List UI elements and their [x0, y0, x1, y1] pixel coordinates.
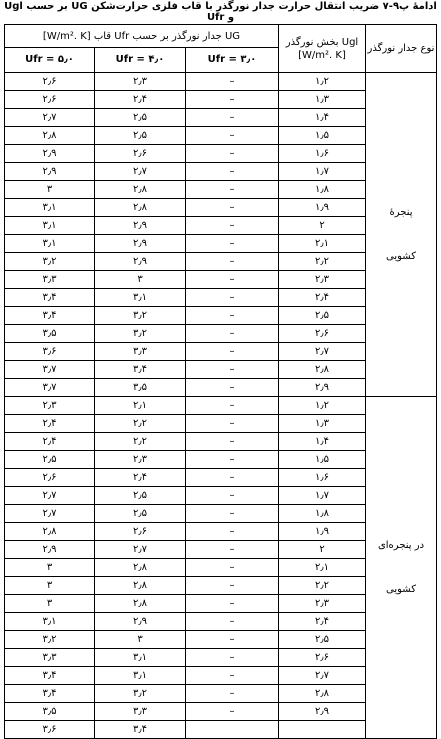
- cell-u3: –: [186, 505, 279, 523]
- cell-u4: ۲٫۸: [95, 559, 186, 577]
- cell-ugl: ۲٫۸: [279, 361, 366, 379]
- cell-u3: –: [186, 667, 279, 685]
- cell-u5: ۳: [5, 595, 95, 613]
- cell-u5: ۲٫۹: [5, 145, 95, 163]
- cell-u5: ۳٫۱: [5, 613, 95, 631]
- cell-u5: ۳٫۱: [5, 199, 95, 217]
- cell-u4: ۲٫۹: [95, 613, 186, 631]
- cell-ugl: ۲٫۹: [279, 703, 366, 721]
- cell-u4: ۳٫۴: [95, 721, 186, 739]
- cell-u5: ۲٫۶: [5, 73, 95, 91]
- cell-u4: ۳٫۱: [95, 289, 186, 307]
- glazing-type-label: در پنجره‌ای: [377, 539, 425, 551]
- cell-u5: ۲٫۷: [5, 487, 95, 505]
- cell-u3: –: [186, 595, 279, 613]
- cell-u3: –: [186, 271, 279, 289]
- cell-u5: ۳٫۳: [5, 649, 95, 667]
- cell-u3: –: [186, 559, 279, 577]
- cell-u5: ۳٫۵: [5, 325, 95, 343]
- cell-u3: –: [186, 307, 279, 325]
- cell-u4: ۳٫۲: [95, 307, 186, 325]
- cell-u4: ۲٫۶: [95, 523, 186, 541]
- cell-u4: ۲٫۵: [95, 505, 186, 523]
- cell-u5: ۳٫۲: [5, 253, 95, 271]
- cell-ugl: ۲٫۸: [279, 685, 366, 703]
- cell-u4: ۳٫۱: [95, 667, 186, 685]
- glazing-type-cell: [366, 397, 437, 739]
- cell-u3: –: [186, 451, 279, 469]
- cell-u3: –: [186, 523, 279, 541]
- cell-u3: –: [186, 685, 279, 703]
- cell-u4: ۳٫۴: [95, 361, 186, 379]
- cell-u5: ۳٫۵: [5, 703, 95, 721]
- uvalue-table: [4, 24, 437, 739]
- cell-u5: ۲٫۴: [5, 433, 95, 451]
- cell-u3: –: [186, 703, 279, 721]
- cell-u3: –: [186, 361, 279, 379]
- cell-ugl: ۱٫۹: [279, 523, 366, 541]
- cell-u4: ۳٫۳: [95, 703, 186, 721]
- cell-u5: ۳٫۱: [5, 217, 95, 235]
- cell-u5: ۲٫۳: [5, 397, 95, 415]
- cell-u5: ۳٫۴: [5, 307, 95, 325]
- cell-ugl: ۲٫۴: [279, 289, 366, 307]
- cell-u4: ۲٫۳: [95, 73, 186, 91]
- cell-u5: ۲٫۸: [5, 523, 95, 541]
- cell-u3: –: [186, 649, 279, 667]
- glazing-type-label: کشویی: [386, 250, 416, 262]
- cell-ugl: ۲٫۱: [279, 235, 366, 253]
- glazing-type-label: پنجرهٔ: [389, 206, 413, 218]
- cell-u4: ۳٫۵: [95, 379, 186, 397]
- cell-u4: ۳٫۳: [95, 343, 186, 361]
- cell-ugl: ۱٫۲: [279, 73, 366, 91]
- cell-u4: ۲٫۹: [95, 217, 186, 235]
- cell-u3: [186, 721, 279, 739]
- cell-u3: –: [186, 235, 279, 253]
- header-ug: UG جدار نورگذر بر حسب Ufr قاب [W/m². K]: [5, 25, 279, 48]
- cell-ugl: ۲٫۷: [279, 667, 366, 685]
- cell-u3: –: [186, 181, 279, 199]
- cell-ugl: ۱٫۳: [279, 91, 366, 109]
- cell-ugl: ۱٫۳: [279, 415, 366, 433]
- cell-u4: ۲٫۷: [95, 541, 186, 559]
- cell-u3: –: [186, 73, 279, 91]
- cell-u3: –: [186, 541, 279, 559]
- table-caption: ادامهٔ پ۹-۷ ضریب انتقال حرارت جدار نورگذر با قاب فلزی حرارت‌شکن UG بر حسب Ugl و Ufr: [4, 1, 437, 23]
- cell-u4: ۲٫۵: [95, 127, 186, 145]
- cell-u4: ۳: [95, 271, 186, 289]
- cell-u3: –: [186, 91, 279, 109]
- cell-u5: ۳٫۳: [5, 271, 95, 289]
- header-type: نوع جدار نورگذر: [366, 25, 437, 73]
- cell-u4: ۲٫۴: [95, 91, 186, 109]
- cell-ugl: ۱٫۵: [279, 451, 366, 469]
- cell-u4: ۳٫۲: [95, 685, 186, 703]
- cell-u5: ۳٫۶: [5, 343, 95, 361]
- cell-ugl: ۱٫۹: [279, 199, 366, 217]
- cell-u4: ۲٫۸: [95, 181, 186, 199]
- cell-u4: ۲٫۲: [95, 415, 186, 433]
- cell-u3: –: [186, 163, 279, 181]
- table-body: [5, 73, 437, 739]
- header-ufr-3: Ufr = ۳٫۰: [186, 48, 279, 73]
- cell-u3: –: [186, 127, 279, 145]
- cell-u5: ۲٫۹: [5, 163, 95, 181]
- cell-ugl: ۲٫۲: [279, 253, 366, 271]
- cell-ugl: ۲٫۳: [279, 271, 366, 289]
- cell-u4: ۳: [95, 631, 186, 649]
- cell-u3: –: [186, 577, 279, 595]
- table-row: [5, 73, 437, 91]
- cell-ugl: ۲٫۶: [279, 325, 366, 343]
- cell-u5: ۲٫۷: [5, 109, 95, 127]
- cell-u3: –: [186, 415, 279, 433]
- cell-u3: –: [186, 379, 279, 397]
- cell-u5: ۳: [5, 577, 95, 595]
- cell-ugl: ۱٫۸: [279, 505, 366, 523]
- cell-ugl: ۲٫۷: [279, 343, 366, 361]
- cell-ugl: ۱٫۲: [279, 397, 366, 415]
- cell-u4: ۲٫۵: [95, 487, 186, 505]
- cell-u5: ۳٫۴: [5, 289, 95, 307]
- cell-ugl: ۲٫۵: [279, 307, 366, 325]
- cell-u5: ۳٫۷: [5, 361, 95, 379]
- cell-ugl: ۱٫۶: [279, 145, 366, 163]
- cell-ugl: ۲٫۱: [279, 559, 366, 577]
- cell-u5: ۳: [5, 559, 95, 577]
- cell-u5: ۳: [5, 181, 95, 199]
- cell-u3: –: [186, 487, 279, 505]
- cell-u5: ۲٫۸: [5, 127, 95, 145]
- cell-u4: ۲٫۳: [95, 451, 186, 469]
- cell-u4: ۲٫۲: [95, 433, 186, 451]
- cell-u4: ۲٫۹: [95, 235, 186, 253]
- cell-u3: –: [186, 289, 279, 307]
- cell-u3: –: [186, 145, 279, 163]
- cell-u4: ۲٫۱: [95, 397, 186, 415]
- cell-u5: ۳٫۶: [5, 721, 95, 739]
- cell-u5: ۳٫۲: [5, 631, 95, 649]
- cell-u4: ۲٫۹: [95, 253, 186, 271]
- cell-ugl: ۱٫۷: [279, 487, 366, 505]
- cell-u5: ۲٫۶: [5, 91, 95, 109]
- header-ugl: Ugl بخش نورگذر [W/m². K]: [279, 25, 366, 73]
- cell-ugl: ۲: [279, 217, 366, 235]
- cell-u3: –: [186, 343, 279, 361]
- cell-ugl: [279, 721, 366, 739]
- cell-u5: ۳٫۴: [5, 667, 95, 685]
- cell-u4: ۳٫۱: [95, 649, 186, 667]
- cell-ugl: ۲٫۶: [279, 649, 366, 667]
- header-ufr-4: Ufr = ۴٫۰: [95, 48, 186, 73]
- glazing-type-label: کشویی: [386, 583, 416, 595]
- cell-ugl: ۱٫۷: [279, 163, 366, 181]
- cell-ugl: ۲٫۵: [279, 631, 366, 649]
- cell-u5: ۲٫۵: [5, 451, 95, 469]
- cell-u3: –: [186, 397, 279, 415]
- cell-u4: ۲٫۵: [95, 109, 186, 127]
- cell-ugl: ۲٫۳: [279, 595, 366, 613]
- cell-ugl: ۱٫۸: [279, 181, 366, 199]
- cell-u4: ۲٫۴: [95, 469, 186, 487]
- cell-ugl: ۲٫۹: [279, 379, 366, 397]
- cell-ugl: ۲: [279, 541, 366, 559]
- cell-u3: –: [186, 631, 279, 649]
- cell-u5: ۳٫۴: [5, 685, 95, 703]
- cell-u5: ۳٫۱: [5, 235, 95, 253]
- cell-u3: –: [186, 613, 279, 631]
- cell-u5: ۲٫۴: [5, 415, 95, 433]
- table-row: [5, 397, 437, 415]
- cell-ugl: ۲٫۴: [279, 613, 366, 631]
- cell-u4: ۲٫۷: [95, 163, 186, 181]
- cell-u3: –: [186, 325, 279, 343]
- cell-u5: ۲٫۷: [5, 505, 95, 523]
- cell-u4: ۳٫۲: [95, 325, 186, 343]
- cell-u3: –: [186, 433, 279, 451]
- cell-u3: –: [186, 253, 279, 271]
- cell-u3: –: [186, 469, 279, 487]
- cell-u4: ۲٫۸: [95, 577, 186, 595]
- cell-u3: –: [186, 109, 279, 127]
- glazing-type-cell: [366, 73, 437, 397]
- cell-u3: –: [186, 199, 279, 217]
- cell-u3: –: [186, 217, 279, 235]
- header-ufr-5: Ufr = ۵٫۰: [5, 48, 95, 73]
- cell-ugl: ۲٫۲: [279, 577, 366, 595]
- cell-ugl: ۱٫۵: [279, 127, 366, 145]
- cell-u4: ۲٫۸: [95, 595, 186, 613]
- cell-u4: ۲٫۸: [95, 199, 186, 217]
- cell-ugl: ۱٫۴: [279, 433, 366, 451]
- cell-u5: ۲٫۹: [5, 541, 95, 559]
- cell-u5: ۳٫۷: [5, 379, 95, 397]
- cell-u5: ۲٫۶: [5, 469, 95, 487]
- cell-u4: ۲٫۶: [95, 145, 186, 163]
- cell-ugl: ۱٫۶: [279, 469, 366, 487]
- cell-ugl: ۱٫۴: [279, 109, 366, 127]
